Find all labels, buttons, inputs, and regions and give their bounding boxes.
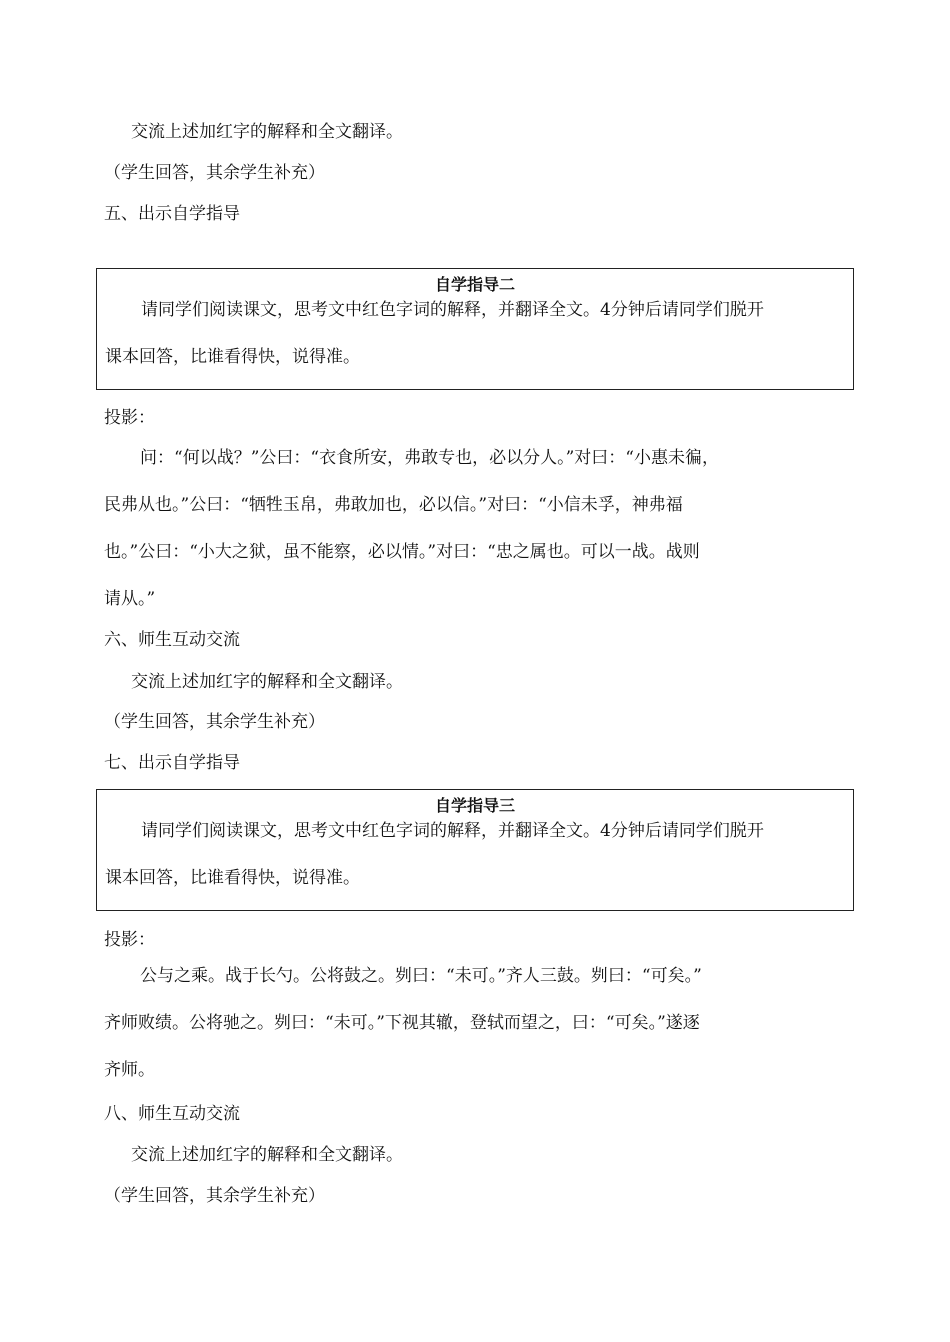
section-heading-5: 五、出示自学指导 bbox=[104, 204, 240, 224]
section-heading-8: 八、师生互动交流 bbox=[104, 1104, 240, 1124]
guide-body-line: 请同学们阅读课文，思考文中红色字词的解释，并翻译全文。4分钟后请同学们脱开 bbox=[141, 821, 764, 841]
section-heading-6: 六、师生互动交流 bbox=[104, 630, 240, 650]
guide-box-3 bbox=[96, 789, 854, 911]
exchange-instruction: 交流上述加红字的解释和全文翻译。 bbox=[131, 122, 403, 142]
guide-box-title: 自学指导三 bbox=[434, 796, 515, 815]
student-answer-note: （学生回答，其余学生补充） bbox=[104, 712, 325, 732]
exchange-instruction: 交流上述加红字的解释和全文翻译。 bbox=[131, 1145, 403, 1165]
student-answer-note: （学生回答，其余学生补充） bbox=[104, 163, 325, 183]
guide-box-title: 自学指导二 bbox=[434, 275, 515, 294]
exchange-instruction: 交流上述加红字的解释和全文翻译。 bbox=[131, 672, 403, 692]
student-answer-note: （学生回答，其余学生补充） bbox=[104, 1186, 325, 1206]
section-heading-7: 七、出示自学指导 bbox=[104, 753, 240, 773]
guide-body-line: 请同学们阅读课文，思考文中红色字词的解释，并翻译全文。4分钟后请同学们脱开 bbox=[141, 300, 764, 320]
projection-line: 民弗从也。”公曰：“牺牲玉帛，弗敢加也，必以信。”对曰：“小信未孚，神弗福 bbox=[104, 495, 683, 515]
guide-body-line: 课本回答，比谁看得快，说得准。 bbox=[105, 868, 360, 888]
projection-line: 公与之乘。战于长勺。公将鼓之。刿曰：“未可。”齐人三鼓。刿曰：“可矣。” bbox=[140, 966, 702, 986]
projection-label: 投影： bbox=[104, 408, 155, 428]
projection-label: 投影： bbox=[104, 930, 155, 950]
projection-text-1 bbox=[104, 435, 849, 623]
guide-box-body bbox=[97, 808, 853, 902]
projection-line: 问：“何以战？”公曰：“衣食所安，弗敢专也，必以分人。”对曰：“小惠未徧， bbox=[140, 448, 719, 468]
guide-box-body bbox=[97, 287, 853, 381]
projection-line: 齐师。 bbox=[104, 1060, 155, 1080]
guide-body-line: 课本回答，比谁看得快，说得准。 bbox=[105, 347, 360, 367]
projection-line: 齐师败绩。公将驰之。刿曰：“未可。”下视其辙，登轼而望之，曰：“可矣。”遂逐 bbox=[104, 1013, 700, 1033]
projection-line: 也。”公曰：“小大之狱，虽不能察，必以情。”对曰：“忠之属也。可以一战。战则 bbox=[104, 542, 700, 562]
projection-text-2 bbox=[104, 953, 849, 1094]
guide-box-2 bbox=[96, 268, 854, 390]
projection-line: 请从。” bbox=[104, 589, 156, 609]
